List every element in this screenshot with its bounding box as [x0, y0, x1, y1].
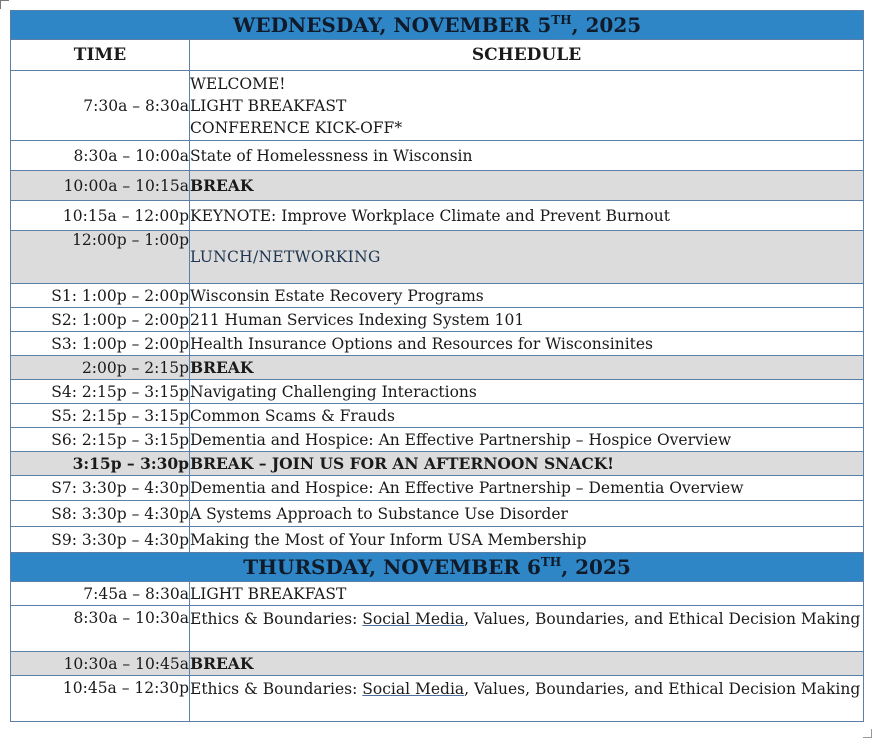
time-cell: S8: 3:30p – 4:30p: [11, 501, 190, 527]
time-cell: S2: 1:00p – 2:00p: [11, 308, 190, 332]
table-row: [11, 308, 864, 332]
thursday-header-row: [11, 553, 864, 582]
thursday-header: THURSDAY, NOVEMBER 6TH, 2025: [11, 553, 864, 582]
schedule-cell: 211 Human Services Indexing System 101: [190, 308, 864, 332]
table-row: [11, 332, 864, 356]
break-row: [11, 171, 864, 201]
break-row: [11, 652, 864, 676]
table-row: [11, 428, 864, 452]
table-row: [11, 606, 864, 652]
time-cell: 8:30a – 10:30a: [11, 606, 190, 652]
social-media-link[interactable]: Social Media: [362, 610, 465, 628]
time-cell: S1: 1:00p – 2:00p: [11, 284, 190, 308]
table-row: [11, 71, 864, 141]
time-cell: 8:30a – 10:00a: [11, 141, 190, 171]
schedule-cell: Dementia and Hospice: An Effective Partnership – Hospice Overview: [190, 428, 864, 452]
time-cell: 10:15a – 12:00p: [11, 201, 190, 231]
schedule-cell: KEYNOTE: Improve Workplace Climate and Prevent Burnout: [190, 201, 864, 231]
schedule-cell: A Systems Approach to Substance Use Disorder: [190, 501, 864, 527]
time-cell: S6: 2:15p – 3:15p: [11, 428, 190, 452]
schedule-cell: [190, 71, 864, 141]
lunch-row: [11, 231, 864, 284]
schedule-cell: Common Scams & Frauds: [190, 404, 864, 428]
table-row: [11, 380, 864, 404]
time-cell: S9: 3:30p – 4:30p: [11, 527, 190, 553]
table-move-handle[interactable]: [0, 0, 9, 9]
social-media-link[interactable]: Social Media: [362, 680, 465, 698]
time-cell: 12:00p – 1:00p: [11, 231, 190, 284]
break-row: [11, 356, 864, 380]
time-cell: 7:45a – 8:30a: [11, 582, 190, 606]
schedule-cell: Navigating Challenging Interactions: [190, 380, 864, 404]
table-row: [11, 141, 864, 171]
time-column-header: TIME: [11, 40, 190, 71]
schedule-cell: Dementia and Hospice: An Effective Partnership – Dementia Overview: [190, 476, 864, 501]
wednesday-header: WEDNESDAY, NOVEMBER 5TH, 2025: [11, 11, 864, 40]
schedule-cell: BREAK – JOIN US FOR AN AFTERNOON SNACK!: [190, 452, 864, 476]
column-header-row: [11, 40, 864, 71]
table-row: [11, 676, 864, 722]
time-cell: 3:15p – 3:30p: [11, 452, 190, 476]
table-resize-handle[interactable]: [863, 729, 872, 738]
table-row: [11, 201, 864, 231]
time-cell: 10:30a – 10:45a: [11, 652, 190, 676]
schedule-cell: LIGHT BREAKFAST: [190, 582, 864, 606]
time-cell: S5: 2:15p – 3:15p: [11, 404, 190, 428]
schedule-cell: State of Homelessness in Wisconsin: [190, 141, 864, 171]
schedule-cell: BREAK: [190, 171, 864, 201]
welcome-text: WELCOME!: [190, 74, 286, 93]
time-cell: 10:00a – 10:15a: [11, 171, 190, 201]
schedule-cell: Health Insurance Options and Resources for Wisconsinites: [190, 332, 864, 356]
wednesday-header-row: [11, 11, 864, 40]
time-cell: 2:00p – 2:15p: [11, 356, 190, 380]
break-row: [11, 452, 864, 476]
table-row: [11, 284, 864, 308]
time-cell: 10:45a – 12:30p: [11, 676, 190, 722]
schedule-cell: BREAK: [190, 356, 864, 380]
schedule-cell: Ethics & Boundaries: Social Media, Values, Boundaries, and Ethical Decision Making: [190, 676, 864, 722]
schedule-cell: LUNCH/NETWORKING: [190, 231, 864, 284]
time-cell: S3: 1:00p – 2:00p: [11, 332, 190, 356]
time-cell: 7:30a – 8:30a: [11, 71, 190, 141]
table-row: [11, 527, 864, 553]
breakfast-text: LIGHT BREAKFAST: [190, 96, 347, 115]
table-row: [11, 476, 864, 501]
time-cell: S4: 2:15p – 3:15p: [11, 380, 190, 404]
table-row: [11, 404, 864, 428]
time-cell: S7: 3:30p – 4:30p: [11, 476, 190, 501]
kickoff-text: CONFERENCE KICK-OFF*: [190, 118, 403, 137]
table-row: [11, 501, 864, 527]
schedule-cell: BREAK: [190, 652, 864, 676]
schedule-cell: Ethics & Boundaries: Social Media, Values, Boundaries, and Ethical Decision Making: [190, 606, 864, 652]
table-row: [11, 582, 864, 606]
schedule-cell: Wisconsin Estate Recovery Programs: [190, 284, 864, 308]
schedule-cell: Making the Most of Your Inform USA Membership: [190, 527, 864, 553]
schedule-table: [10, 10, 864, 722]
schedule-column-header: SCHEDULE: [190, 40, 864, 71]
